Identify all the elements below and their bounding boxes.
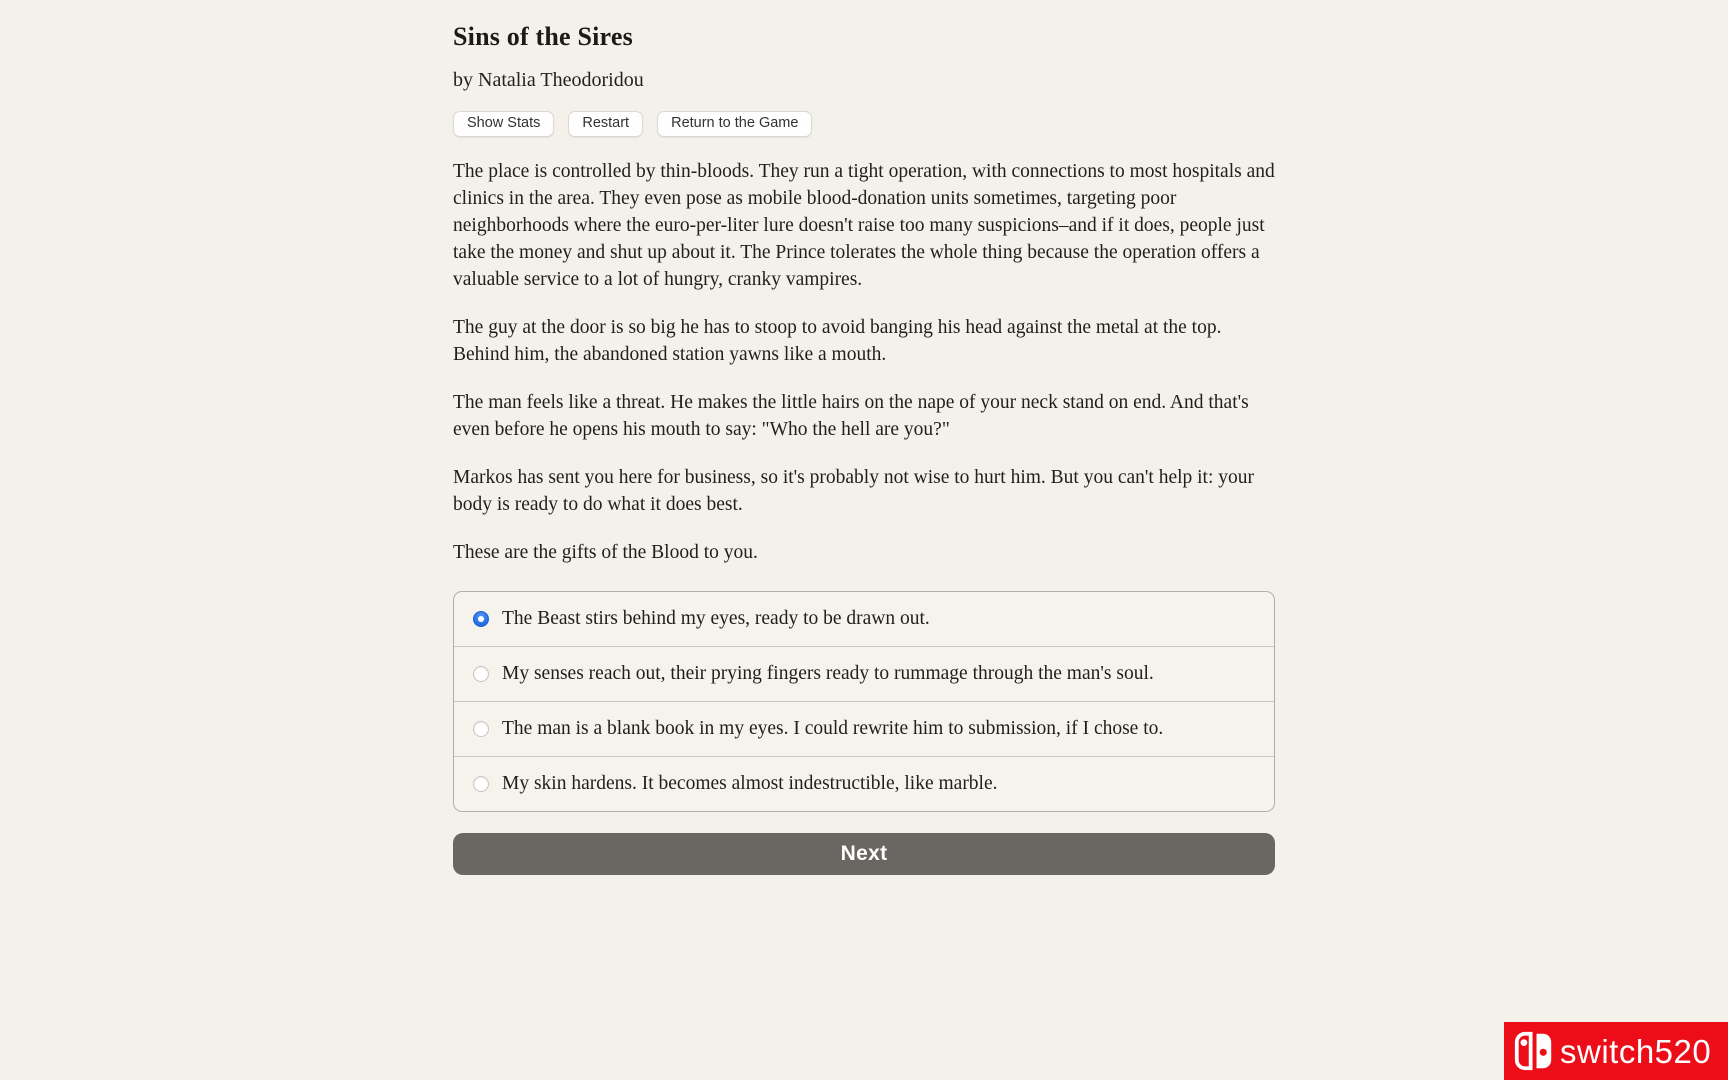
story-paragraph: The man feels like a threat. He makes the little hairs on the nape of your neck stand on end. And that's even before he opens his mouth to say: "Who the hell are you?"	[453, 392, 1249, 440]
radio-button-icon[interactable]	[473, 611, 489, 627]
radio-button-icon[interactable]	[473, 666, 489, 682]
author-byline: by Natalia Theodoridou	[453, 69, 644, 91]
return-to-game-button[interactable]: Return to the Game	[657, 111, 812, 137]
radio-button-icon[interactable]	[473, 721, 489, 737]
story-page	[453, 0, 1275, 875]
choice-label: The Beast stirs behind my eyes, ready to be drawn out.	[502, 608, 930, 629]
choice-option-senses[interactable]	[454, 646, 1274, 701]
show-stats-button[interactable]: Show Stats	[453, 111, 554, 137]
choice-option-beast[interactable]	[454, 592, 1274, 646]
choice-label: My senses reach out, their prying fingers ready to rummage through the man's soul.	[502, 663, 1154, 684]
radio-button-icon[interactable]	[473, 776, 489, 792]
restart-button[interactable]: Restart	[568, 111, 643, 137]
story-paragraph: The guy at the door is so big he has to stoop to avoid banging his head against the metal at the top. Behind him, the abandoned station yawns like a mouth.	[453, 317, 1222, 365]
story-text	[453, 158, 1275, 566]
choice-option-blank-book[interactable]	[454, 701, 1274, 756]
watermark	[1504, 1022, 1728, 1080]
story-paragraph: The place is controlled by thin-bloods. They run a tight operation, with connections to most hospitals and clinics in the area. They even pose as mobile blood-donation units sometimes, targeting poor neighborhoods where the euro-per-liter lure doesn't raise too many suspicions–and if it does, people just take the money and shut up about it. The Prince tolerates the whole thing because the operation offers a valuable service to a lot of hungry, cranky vampires.	[453, 161, 1275, 290]
choice-label: The man is a blank book in my eyes. I could rewrite him to submission, if I chose to.	[502, 718, 1164, 739]
choice-label: My skin hardens. It becomes almost indestructible, like marble.	[502, 773, 998, 794]
story-paragraph: These are the gifts of the Blood to you.	[453, 542, 758, 563]
toolbar	[453, 111, 1275, 137]
nintendo-switch-icon	[1513, 1030, 1555, 1072]
game-title: Sins of the Sires	[453, 22, 633, 51]
watermark-text: switch520	[1560, 1033, 1712, 1070]
story-paragraph: Markos has sent you here for business, so it's probably not wise to hurt him. But you can't help it: your body is ready to do what it does best.	[453, 467, 1255, 515]
next-button[interactable]: Next	[453, 833, 1275, 875]
choice-option-skin-hardens[interactable]	[454, 756, 1274, 811]
choice-group	[453, 591, 1275, 812]
